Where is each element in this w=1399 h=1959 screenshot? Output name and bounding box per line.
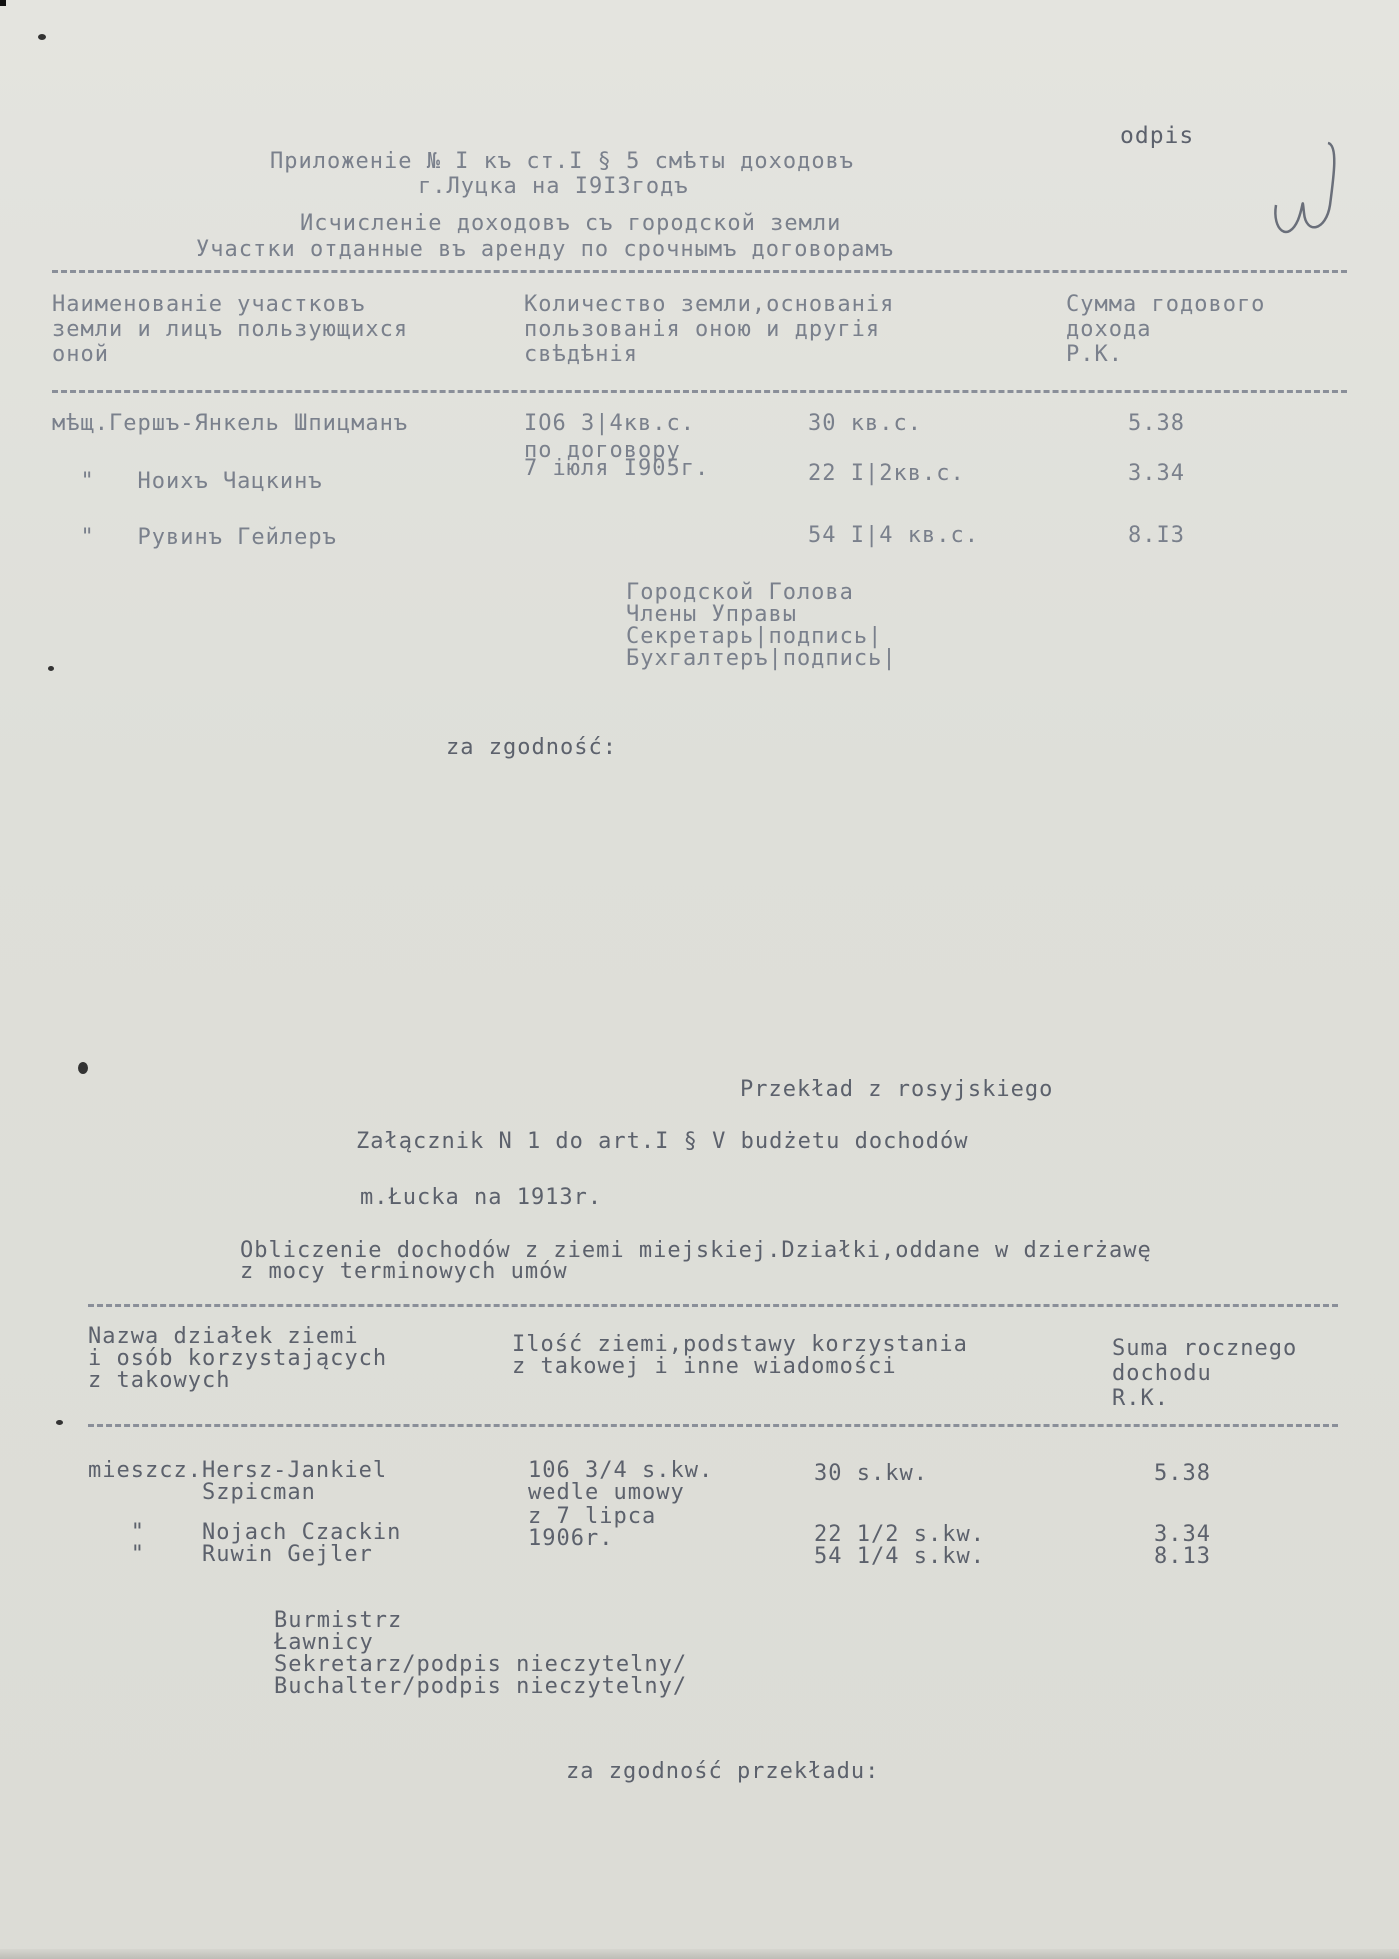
pl-rule (88, 1424, 1338, 1427)
ru-row-sum: 3.34 (1128, 461, 1185, 486)
pl-col-sum-header: Suma rocznego dochodu R.K. (1112, 1336, 1298, 1411)
pl-title-2: m.Łucka na 1913r. (360, 1185, 603, 1210)
pl-rule (88, 1304, 1338, 1307)
ru-title-3: Исчисленіе доходовъ съ городской земли (300, 211, 842, 236)
corner-mark (0, 0, 6, 6)
pl-row-name: mieszcz.Hersz-Jankiel Szpicman (88, 1458, 388, 1505)
speck (56, 1420, 63, 1425)
pl-title-3: Obliczenie dochodów z ziemi miejskiej.Działki,oddane w dzierżawę z mocy terminowych umów (240, 1238, 1152, 1284)
ru-row-sum: 8.I3 (1128, 523, 1185, 548)
pl-row-qty: 106 3/4 s.kw. wedle umowy (528, 1458, 714, 1505)
pl-signers: Burmistrz Ławnicy Sekretarz/podpis nieczytelny/ Buchalter/podpis nieczytelny/ (274, 1608, 688, 1699)
ru-title-4: Участки отданные въ аренду по срочнымъ договорамъ (196, 237, 895, 262)
odpis-label: odpis (1120, 123, 1195, 149)
ru-title-1: Приложеніе № I къ ст.I § 5 смѣты доходовъ (270, 149, 855, 174)
ru-title-2: г.Луцка на I9I3годъ (418, 174, 689, 199)
ru-col-name-header: Наименованіе участковъ земли и лицъ пользующихся оной (52, 292, 409, 367)
handwritten-initials (1268, 135, 1348, 245)
ru-signers: Городской Голова Члены Управы Секретарь|подпись| Бухгалтеръ|подпись| (626, 580, 897, 671)
speck (48, 666, 54, 671)
pl-heading: Przekład z rosyjskiego (740, 1077, 1054, 1102)
pl-row-qty2: 30 s.kw. (814, 1461, 928, 1486)
ru-row-qty: по договору 7 іюля I905г. (524, 438, 710, 481)
ru-row-qty2: 22 I|2кв.с. (808, 461, 965, 486)
ru-row-name: мѣщ.Гершъ-Янкель Шпицманъ (52, 411, 409, 436)
pl-col-name-header: Nazwa działek ziemi i osób korzystających z takowych (88, 1324, 388, 1393)
ru-rule (52, 390, 1347, 393)
pl-row-sum: 3.34 8.13 (1154, 1522, 1211, 1569)
ru-row-qty2: 54 I|4 кв.с. (808, 523, 979, 548)
pl-col-qty-header: Ilość ziemi,podstawy korzystania z takowej i inne wiadomości (512, 1332, 968, 1379)
pl-title-1: Załącznik N 1 do art.I § V budżetu dochodów (356, 1129, 969, 1154)
ru-row-name: " Ноихъ Чацкинъ (52, 469, 323, 494)
ru-row-sum: 5.38 (1128, 411, 1185, 436)
pl-row-name: " Nojach Czackin " Ruwin Gejler (130, 1520, 402, 1567)
pl-row-qty: z 7 lipca 1906r. (528, 1504, 657, 1551)
speck (78, 1062, 88, 1074)
ru-row-name: " Рувинъ Гейлеръ (52, 525, 337, 550)
ru-rule (52, 270, 1347, 273)
pl-row-qty2: 22 1/2 s.kw. 54 1/4 s.kw. (814, 1522, 985, 1569)
speck (38, 34, 46, 40)
pl-row-sum: 5.38 (1154, 1461, 1211, 1486)
ru-row-qty2: 30 кв.с. (808, 411, 922, 436)
ru-row-qty: IO6 3|4кв.с. (524, 411, 695, 436)
ru-col-sum-header: Сумма годового дохода Р.К. (1066, 292, 1266, 367)
ru-zgodnosc: za zgodność: (446, 735, 617, 760)
page-bottom-edge (0, 1949, 1399, 1959)
ru-col-qty-header: Количество земли,основанія пользованія оною и другія свѣдѣнія (524, 292, 895, 367)
pl-zgodnosc: za zgodność przekładu: (566, 1759, 880, 1784)
